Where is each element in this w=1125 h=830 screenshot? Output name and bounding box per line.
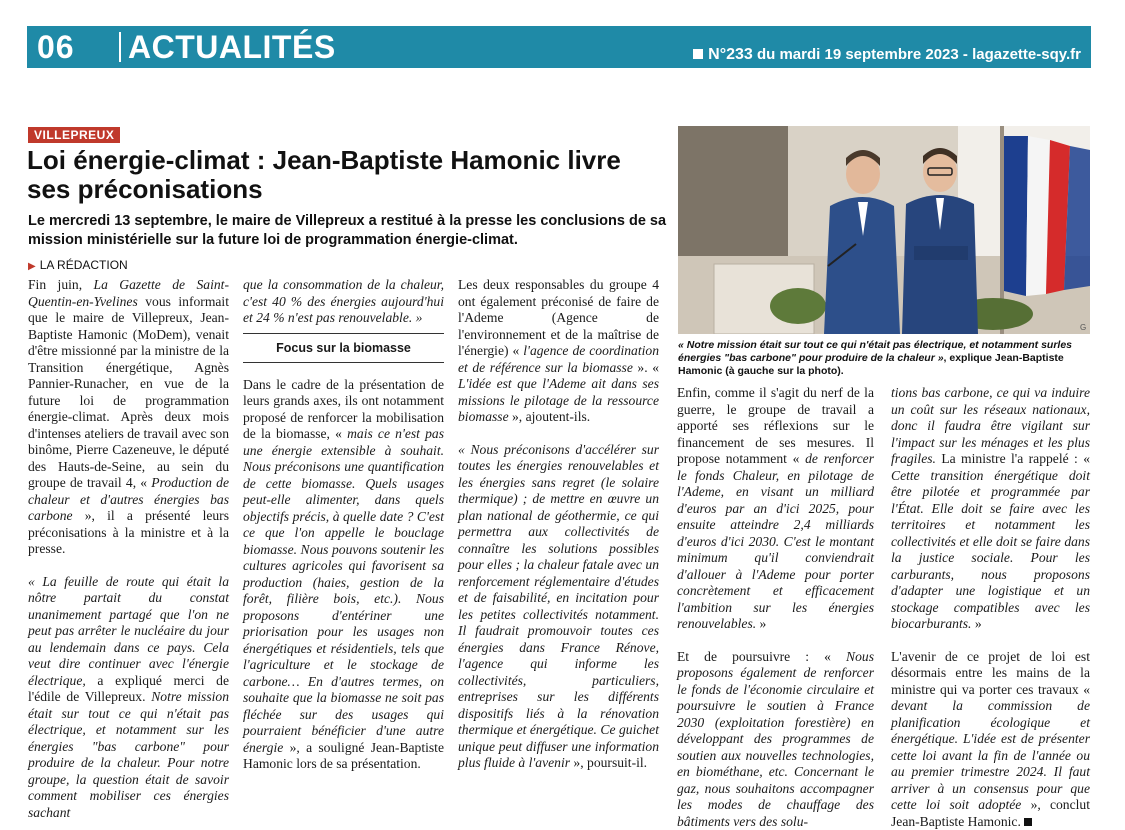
paragraph: « La feuille de route qui était la nôtre partait du constat unanimement partagé que l'on ne peut pas arrêter le nucléaire du jour au lendemain dans ce pays. Cela veut dire continuer avec l'énergie électrique, a expliqué merci de l'édile de Villepreux. Notre mission était sur tout ce qui n'était pas électrique, et notamment sur les énergies "bas carbone" pour produire de la chaleur. Pour notre groupe, la question était de savoir comment mobiliser ces énergies sachant bbox=[28, 574, 229, 822]
section-title: ACTUALITÉS bbox=[128, 29, 336, 65]
issue-info bbox=[693, 46, 1081, 64]
article-photo bbox=[678, 126, 1090, 334]
column-3 bbox=[458, 277, 659, 772]
website-link[interactable]: lagazette-sqy.fr bbox=[972, 46, 1081, 63]
photo-illustration bbox=[678, 126, 1090, 334]
page-number: 06 bbox=[37, 29, 75, 65]
column-1 bbox=[28, 277, 229, 821]
column-4 bbox=[677, 385, 874, 830]
article-lede: Le mercredi 13 septembre, le maire de Villepreux a restitué à la presse les conclusions de sa mission ministérielle sur la future loi de programmation énergie-climat. bbox=[28, 212, 668, 250]
photo-caption: « Notre mission était sur tout ce qui n'était pas électrique, et notamment surles énergies "bas carbone" pour produire de la chaleur », explique Jean-Baptiste Hamonic (à gauche sur la photo). bbox=[678, 339, 1090, 378]
issue-number: N°233 bbox=[708, 46, 753, 63]
byline-author: LA RÉDACTION bbox=[40, 258, 128, 272]
paragraph: tions bas carbone, ce qui va induire un coût sur les réseaux nationaux, donc il faudra être vigilant sur l'impact sur les ménages et les plus fragiles. La ministre l'a rappelé : « Cette transition énergétique doit être pilotée et programmée par l'État. Elle doit se faire avec les territoires et notamment les collectivités et elle doit se faire dans la justice sociale. Pour les carburants, nous proposons d'adapter une logistique et un stockage compatibles avec les biocarburants. » bbox=[891, 385, 1090, 633]
paragraph: Enfin, comme il s'agit du nerf de la guerre, le groupe de travail a apporté ses réflexions sur le financement de ses mesures. Il propose notamment « de renforcer le fonds Chaleur, en pilotage de l'Ademe, en visant un milliard d'euros par an d'ici 2025, pour ensuite atteindre 2,4 milliards d'euros d'ici 2030. C'est le montant minimum qu'il conviendrait d'allouer à l'Ademe pour porter concrètement et efficacement l'ambition sur les énergies renouvelables. » bbox=[677, 385, 874, 633]
article-title: Loi énergie-climat : Jean-Baptiste Hamonic livre ses préconisations bbox=[27, 146, 667, 204]
paragraph: « Nous préconisons d'accélérer sur toutes les énergies renouvelables et les énergies sans regret (le solaire thermique) ; de mettre en œuvre un plan national de géothermie, ce qui permettra aux collectivités de connaître les solutions possibles pour elles ; la chaleur fatale avec un renforcement réglementaire d'études et de faisabilité, en incitation pour les petites collectivités notamment. Il faudrait promouvoir toutes ces énergies dans France Rénove, l'agence qui informe les collectivités, particuliers, entreprises sur les différents dispositifs liés à la rénovation thermique et énergétique. Ce guichet unique peut diffuser une information plus fluide à l'avenir », poursuit-il. bbox=[458, 442, 659, 772]
paragraph: Fin juin, La Gazette de Saint-Quentin-en-Yvelines vous informait que le maire de Villepreux, Jean-Baptiste Hamonic (MoDem), venait d'être missionné par la ministre de la Transition énergétique, Agnès Pannier-Runacher, en vue de la future loi de programmation énergie-climat. Après deux mois d'intenses ateliers de travail avec son binôme, Pierre Cazeneuve, le député des Hauts-de-Seine, au sein du groupe de travail 4, « Production de chaleur et d'autres énergies bas carbone », il a présenté leurs préconisations à la ministre et à la presse. bbox=[28, 277, 229, 558]
page-header bbox=[27, 26, 1091, 68]
location-tag: VILLEPREUX bbox=[28, 127, 120, 143]
paragraph: Et de poursuivre : « Nous proposons également de renforcer le fonds de l'économie circulaire et poursuivre le soutien à France 2030 (exploitation forestière) en développant des programmes de soutien aux nouvelles technologies, en biométhane, etc. Concernant le gaz, nous souhaitons accompagner les modes de chauffage des bâtiments vers des solu- bbox=[677, 649, 874, 830]
paragraph: Dans le cadre de la présentation de leurs grands axes, ils ont notamment proposé de renforcer la mobilisation de la biomasse, « mais ce n'est pas une énergie extensible à souhait. Nous préconisons une quantification de cette biomasse. Quels usages peut-elle alimenter, dans quels objectifs précis, à quelle date ? C'est ce que l'on appelle le bouclage biomasse. Nous pouvons soutenir les cultures agricoles qui favorisent sa production (haies, gestion de la forêt, filière bois, etc.). Nous proposons d'entériner une priorisation pour les usages non énergétiques et résidentiels, tels que l'agriculture et le stockage de carbone… En d'autres termes, on souhaite que la biomasse ne soit pas fléchée sur des usages qui pourraient bénéficier d'une autre énergie », a souligné Jean-Baptiste Hamonic lors de sa présentation. bbox=[243, 377, 444, 773]
square-icon bbox=[693, 49, 703, 59]
paragraph: L'avenir de ce projet de loi est désormais entre les mains de la ministre qui va porter ces travaux « devant la commission de planification écologique et énergétique. L'idée est de présenter cette loi avant la fin de l'année ou au premier trimestre 2024. Il faut arriver à un consensus pour que cette loi soit adoptée », conclut Jean-Baptiste Hamonic. bbox=[891, 649, 1090, 830]
focus-box-title: Focus sur la biomasse bbox=[243, 333, 444, 363]
column-2 bbox=[243, 277, 444, 773]
byline bbox=[28, 257, 128, 275]
paragraph: Les deux responsables du groupe 4 ont également préconisé de faire de l'Ademe (Agence de l'environnement et de la maîtrise de l'énergie) « l'agence de coordination et de référence sur la biomasse ». « L'idée est que l'Ademe ait dans ses missions le pilotage de la ressource biomasse », ajoutent-ils. bbox=[458, 277, 659, 426]
column-5 bbox=[891, 385, 1090, 830]
photo-credit: G bbox=[1080, 323, 1086, 332]
issue-date: du mardi 19 septembre 2023 - bbox=[757, 46, 968, 63]
triangle-icon: ▶ bbox=[28, 261, 36, 272]
paragraph: que la consommation de la chaleur, c'est 40 % des énergies aujourd'hui et 24 % n'est pas renouvelable. » bbox=[243, 277, 444, 327]
end-mark-icon bbox=[1024, 818, 1032, 826]
header-divider bbox=[119, 32, 121, 62]
